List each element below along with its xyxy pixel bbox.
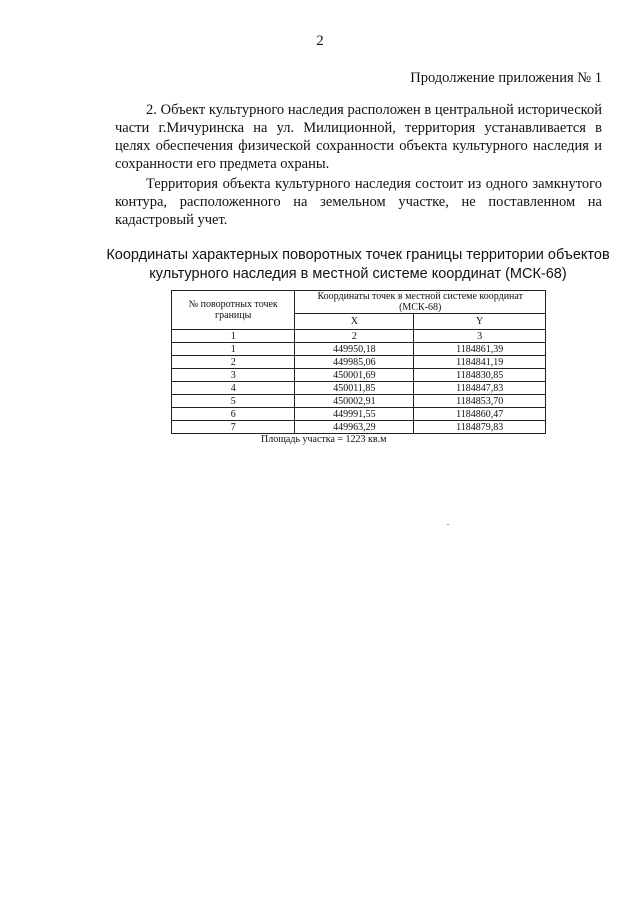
coord-x: 450011,85	[295, 382, 414, 395]
coord-x: 449950,18	[295, 343, 414, 356]
column-number: 2	[295, 330, 414, 343]
table-row	[172, 382, 546, 395]
coord-x: 450001,69	[295, 369, 414, 382]
scan-speck	[447, 524, 449, 525]
point-number: 4	[172, 382, 295, 395]
paragraph-object-location: 2. Объект культурного наследия расположен в центральной исторической части г.Мичуринска на ул. Милиционной, территория устанавливается в целях обеспечения физической сохранности объекта культурного наследия и сохранности его предмета охраны.	[115, 102, 602, 172]
coord-y: 1184853,70	[414, 395, 546, 408]
point-number: 6	[172, 408, 295, 421]
coord-y: 1184861,39	[414, 343, 546, 356]
coord-y: 1184879,83	[414, 421, 546, 434]
table-title: Координаты характерных поворотных точек границы территории объектов культурного наследия в местной системе координат (МСК-68)	[106, 247, 610, 282]
area-note: Площадь участка = 1223 кв.м	[261, 434, 387, 445]
appendix-label: Продолжение приложения № 1	[410, 70, 602, 86]
coord-y: 1184847,83	[414, 382, 546, 395]
point-number: 5	[172, 395, 295, 408]
header-coords: Координаты точек в местной системе координат (МСК-68)	[295, 291, 546, 314]
coord-y: 1184841,19	[414, 356, 546, 369]
point-number: 2	[172, 356, 295, 369]
point-number: 3	[172, 369, 295, 382]
table-row	[172, 343, 546, 356]
column-number: 3	[414, 330, 546, 343]
coord-x: 449985,06	[295, 356, 414, 369]
point-number: 7	[172, 421, 295, 434]
point-number: 1	[172, 343, 295, 356]
header-x: X	[295, 314, 414, 330]
coord-x: 449991,55	[295, 408, 414, 421]
coord-y: 1184860,47	[414, 408, 546, 421]
page-number: 2	[316, 33, 324, 49]
column-number: 1	[172, 330, 295, 343]
coord-x: 449963,29	[295, 421, 414, 434]
header-points: № поворотных точек границы	[172, 291, 295, 330]
paragraph-territory-contour: Территория объекта культурного наследия состоит из одного замкнутого контура, расположенного на земельном участке, не поставленном на кадастровый учет.	[115, 176, 602, 228]
table-row	[172, 408, 546, 421]
table-row	[172, 421, 546, 434]
coord-x: 450002,91	[295, 395, 414, 408]
header-y: Y	[414, 314, 546, 330]
table-row	[172, 356, 546, 369]
table-row	[172, 395, 546, 408]
table-row	[172, 369, 546, 382]
coord-y: 1184830,85	[414, 369, 546, 382]
coordinates-table	[171, 290, 546, 434]
